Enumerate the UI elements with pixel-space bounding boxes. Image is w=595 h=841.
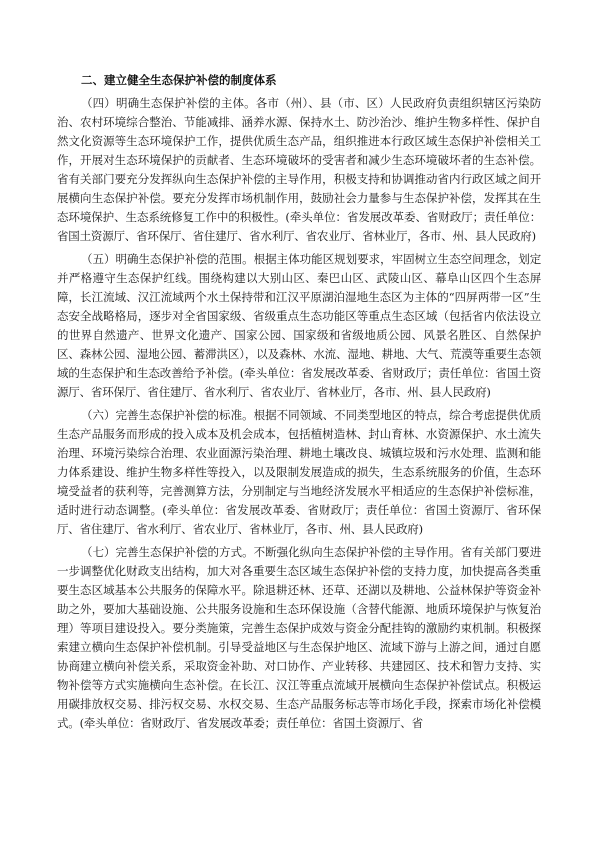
paragraph-standards: （六）完善生态保护补偿的标准。根据不同领域、不同类型地区的特点，综合考虑提供优质生态产品服务而形成的投入成本及机会成本，包括植树造林、封山育林、水资源保护、水土流失治理、环境污染综合治理、农业面源污染治理、耕地土壤改良、城镇垃圾和污水处理、监测和能力体系建设、维护生物多样性等投入，以及限制发展造成的损失，生态系统服务的价值，生态环境受益者的获利等，完善测算方法，分别制定与当地经济发展水平相适应的生态保护补偿标准，适时进行动态调整。(牵头单位：省发展改革委、省财政厅；责任单位：省国土资源厅、省环保厅、省住建厅、省水利厅、省农业厅、省林业厅，各市、州、县人民政府) [57,408,541,536]
paragraph-methods: （七）完善生态保护补偿的方式。不断强化纵向生态保护补偿的主导作用。省有关部门要进一步调整优化财政支出结构，加大对各重要生态区域生态保护补偿的支持力度，加快提高各类重要生态区域基本公共服务的保障水平。除退耕还林、还草、还湖以及耕地、公益林保护等资金补助之外，要加大基础设施、公共服务设施和生态环保设施（含替代能源、地质环境保护与恢复治理）等项目建设投入。要分类施策，完善生态保护成效与资金分配挂钩的激励约束机制。积极探索建立横向生态保护补偿机制。引导受益地区与生态保护地区、流域下游与上游之间，通过自愿协商建立横向补偿关系，采取资金补助、对口协作、产业转移、共建园区、技术和智力支持、实物补偿等方式实施横向生态补偿。在长江、汉江等重点流域开展横向生态保护补偿试点。积极运用碳排放权交易、排污权交易、水权交易、生态产品服务标志等市场化手段，探索市场化补偿模式。(牵头单位：省财政厅、省发展改革委；责任单位：省国土资源厅、省 [57,545,541,730]
paragraph-scope: （五）明确生态保护补偿的范围。根据主体功能区规划要求，牢固树立生态空间理念，划定并严格遵守生态保护红线。围绕构建以大别山区、秦巴山区、武陵山区、幕阜山区四个生态屏障，长江流域、汉江流域两个水土保持带和江汉平原湖泊湿地生态区为主体的“四屏两带一区”生态安全战略格局，逐步对全省国家级、省级重点生态功能区等重点生态区域（包括省内依法设立的世界自然遗产、世界文化遗产、国家公园、国家级和省级地质公园、风景名胜区、自然保护区、森林公园、湿地公园、蓄滞洪区），以及森林、水流、湿地、耕地、大气、荒漠等重要生态领域的生态保护和生态改善给予补偿。(牵头单位：省发展改革委、省财政厅；责任单位：省国土资源厅、省环保厅、省住建厅、省水利厅、省农业厅、省林业厅，各市、州、县人民政府) [57,252,541,399]
section-heading: 二、建立健全生态保护补偿的制度体系 [81,73,277,87]
paragraph-main-body: （四）明确生态保护补偿的主体。各市（州）、县（市、区）人民政府负责组织辖区污染防治、农村环境综合整治、节能减排、涵养水源、保持水土、防沙治沙、维护生物多样性、保护自然文化资源等生态环境保护工作，提供优质生态产品，组织推进本行政区域生态保护补偿相关工作，开展对生态环境保护的贡献者、生态环境破坏的受害者和减少生态环境破坏者的生态补偿。省有关部门要充分发挥纵向生态保护补偿的主导作用，积极支持和协调推动省内行政区域之间开展横向生态保护补偿。要充分发挥市场机制作用，鼓励社会力量参与生态保护补偿，发挥其在生态环境保护、生态系统修复工作中的积极性。(牵头单位：省发展改革委、省财政厅；责任单位：省国土资源厅、省环保厅、省住建厅、省水利厅、省农业厅、省林业厅，各市、州、县人民政府) [57,96,541,243]
document-body [57,72,541,737]
